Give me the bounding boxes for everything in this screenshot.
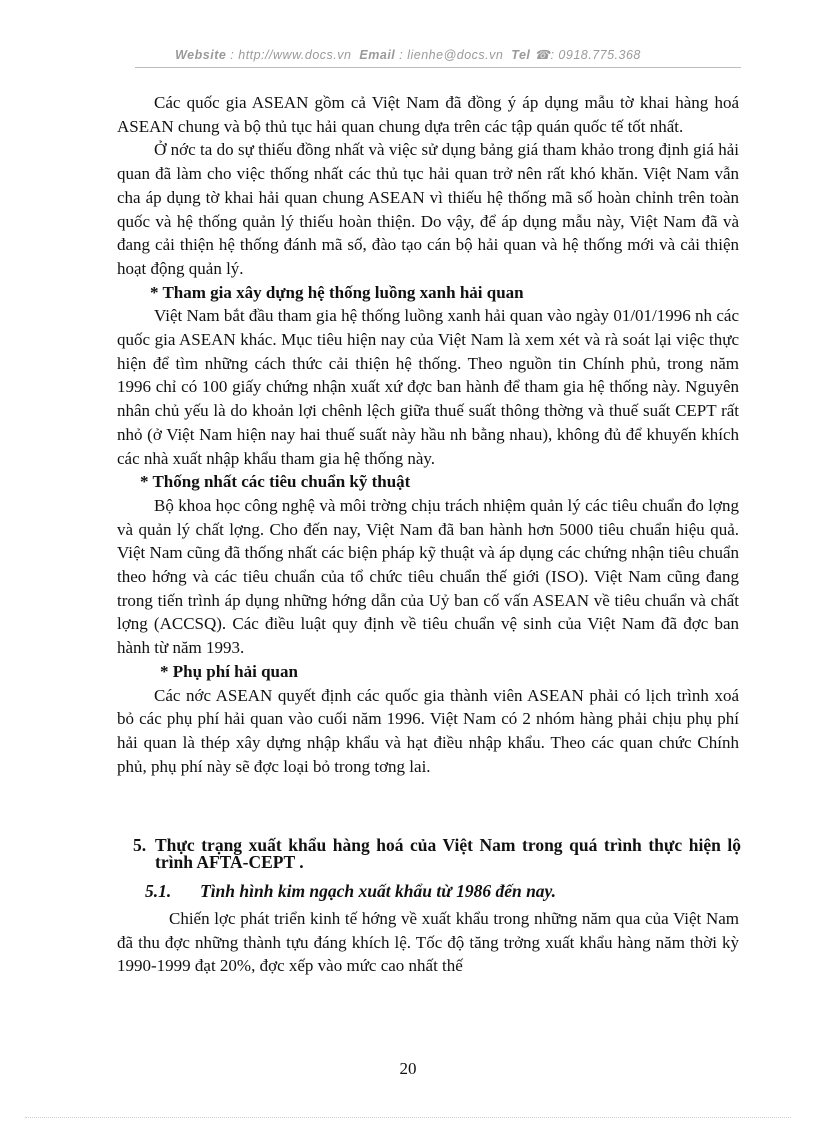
website-value: : http://www.docs.vn bbox=[230, 48, 352, 62]
document-body bbox=[117, 91, 739, 778]
subsection-5-1-number: 5.1. bbox=[145, 881, 172, 901]
section-5-title: Thực trạng xuất khẩu hàng hoá của Việt Nam trong quá trình thực hiện lộ trình AFTA-CEPT . bbox=[155, 835, 741, 872]
paragraph-vietnam-customs: Ở nớc ta do sự thiếu đồng nhất và việc sử dụng bảng giá tham khảo trong định giá hải quan đã làm cho việc thống nhất các thủ tục hải quan trở nên rất khó khăn. Việt Nam vẫn cha áp dụng tờ khai hải quan chung ASEAN vì thiếu hệ thống mã số hoàn chỉnh trên toàn quốc và hệ thống quản lý thiếu hoàn thiện. Do vậy, để áp dụng mẫu này, Việt Nam đã và đang cải thiện hệ thống đánh mã số, đào tạo cán bộ hải quan và hệ thống mới và cải thiện hoạt động quản lý. bbox=[117, 140, 739, 278]
email-value: : lienhe@docs.vn bbox=[399, 48, 504, 62]
email-label: Email bbox=[359, 48, 396, 62]
tel-value: : 0918.775.368 bbox=[550, 48, 641, 62]
section-5-heading bbox=[133, 837, 741, 871]
website-label: Website bbox=[175, 48, 227, 62]
heading-customs-surcharge: * Phụ phí hải quan bbox=[160, 661, 298, 681]
document-body-continued bbox=[117, 907, 739, 978]
heading-technical-standards: * Thống nhất các tiêu chuẩn kỹ thuật bbox=[140, 472, 411, 492]
footer-divider bbox=[25, 1117, 791, 1118]
tel-label: Tel bbox=[511, 48, 531, 62]
paragraph-export-strategy: Chiến lợc phát triển kinh tế hớng về xuất khẩu trong những năm qua của Việt Nam đã thu đợc những thành tựu đáng khích lệ. Tốc độ tăng trởng xuất khẩu hàng năm thời kỳ 1990-1999 đạt 20%, đợc xếp vào mức cao nhất thế bbox=[117, 909, 739, 976]
subsection-5-1-title: Tình hình kim ngạch xuất khẩu từ 1986 đến nay. bbox=[200, 881, 557, 901]
paragraph-technical-standards: Bộ khoa học công nghệ và môi trờng chịu trách nhiệm quản lý các tiêu chuẩn đo lợng và quản lý chất lợng. Cho đến nay, Việt Nam đã ban hành hơn 5000 tiêu chuẩn hiệu quả. Việt Nam cũng đã thống nhất các biện pháp kỹ thuật và áp dụng các chứng nhận tiêu chuẩn theo hớng và các tiêu chuẩn của tổ chức tiêu chuẩn thế giới (ISO). Việt Nam cũng đang trong tiến trình áp dụng những hớng dẫn của Uỷ ban cố vấn ASEAN về tiêu chuẩn và chất lợng (ACCSQ). Các điều luật quy định về tiêu chuẩn vệ sinh của Việt Nam đã đợc ban hành từ năm 1993. bbox=[117, 495, 739, 658]
page-header bbox=[0, 47, 816, 62]
phone-icon: ☎ bbox=[534, 48, 551, 62]
paragraph-green-lane: Việt Nam bắt đầu tham gia hệ thống luồng xanh hải quan vào ngày 01/01/1996 nh các quốc gia ASEAN khác. Mục tiêu hiện nay của Việt Nam là xem xét và rà soát lại việc thực hiện để tìm những cách thức cải thiện hệ thống. Theo nguồn tin Chính phủ, trong năm 1996 chỉ có 100 giấy chứng nhận xuất xứ đợc ban hành để tham gia hệ thống này. Nguyên nhân chủ yếu là do khoản lợi chênh lệch giữa thuế suất thông thờng và thuế suất CEPT rất nhỏ (ở Việt Nam hiện nay hai thuế suất này hầu nh bằng nhau), không đủ để khuyến khích các nhà xuất nhập khẩu tham gia hệ thống này. bbox=[117, 306, 739, 468]
section-5-number: 5. bbox=[133, 835, 147, 855]
page-number: 20 bbox=[399, 1059, 417, 1078]
paragraph-asean-form: Các quốc gia ASEAN gồm cả Việt Nam đã đồng ý áp dụng mẫu tờ khai hàng hoá ASEAN chung và bộ thủ tục hải quan chung dựa trên các tập quán quốc tế tốt nhất. bbox=[117, 93, 739, 136]
paragraph-customs-surcharge: Các nớc ASEAN quyết định các quốc gia thành viên ASEAN phải có lịch trình xoá bỏ các phụ phí hải quan vào cuối năm 1996. Việt Nam có 2 nhóm hàng phải chịu phụ phí hải quan là thép xây dựng nhập khẩu và hạt điều nhập khẩu. Theo các quan chức Chính phủ, phụ phí này sẽ đợc loại bỏ trong tơng lai. bbox=[117, 685, 739, 776]
header-divider bbox=[135, 67, 741, 68]
heading-green-lane: * Tham gia xây dựng hệ thống luồng xanh hải quan bbox=[150, 282, 524, 302]
subsection-5-1-heading bbox=[145, 881, 556, 902]
